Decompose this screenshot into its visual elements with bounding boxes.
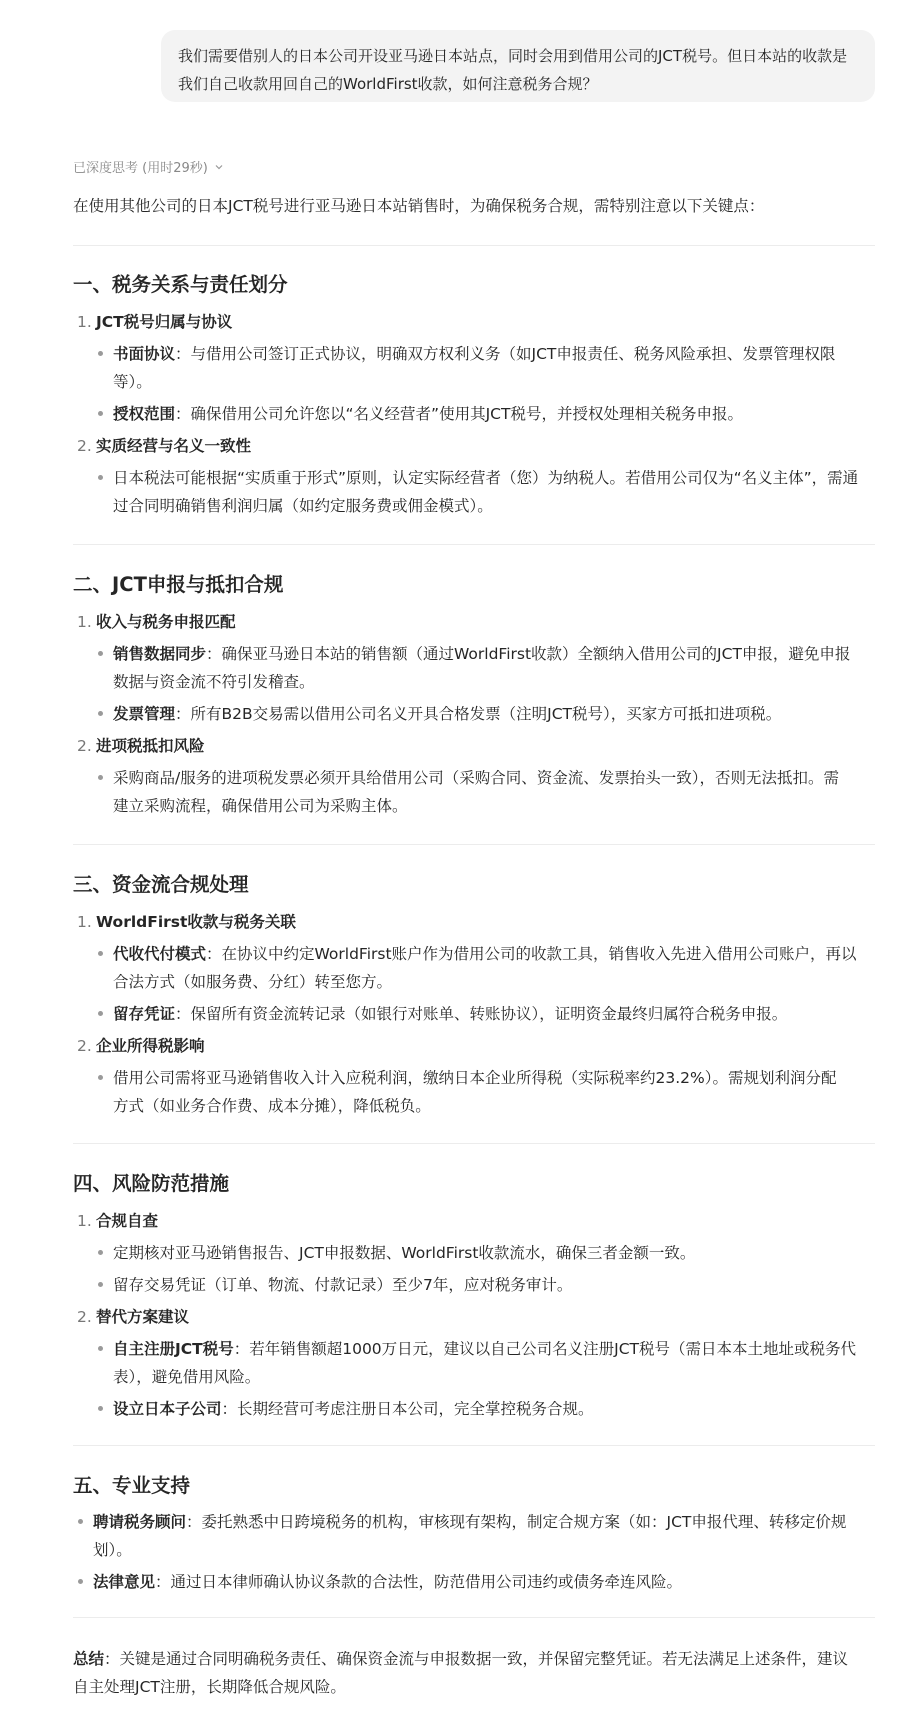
bullet-item: 日本税法可能根据“实质重于形式”原则，认定实际经营者（您）为纳税人。若借用公司仅为“名义主体”，需通 过合同明确销售利润归属（如约定服务费或佣金模式）。 xyxy=(113,464,883,520)
divider xyxy=(73,544,875,545)
divider xyxy=(73,1143,875,1144)
answer-intro: 在使用其他公司的日本JCT税号进行亚马逊日本站销售时，为确保税务合规，需特别注意以下关键点： xyxy=(73,197,765,215)
section-heading: 二、JCT申报与抵扣合规 xyxy=(73,573,284,596)
divider xyxy=(73,1617,875,1618)
numbered-item: 2. 实质经营与名义一致性 xyxy=(77,437,252,455)
section-heading: 一、税务关系与责任划分 xyxy=(73,273,288,296)
section-heading: 三、资金流合规处理 xyxy=(73,873,249,896)
user-message-bubble xyxy=(161,30,875,102)
numbered-item: 1. WorldFirst收款与税务关联 xyxy=(77,913,296,931)
bullet-item: 代收代付模式：在协议中约定WorldFirst账户作为借用公司的收款工具，销售收入先进入借用公司账户，再以 合法方式（如服务费、分红）转至您方。 xyxy=(113,940,883,996)
bullet-item: 销售数据同步：确保亚马逊日本站的销售额（通过WorldFirst收款）全额纳入借用公司的JCT申报，避免申报 数据与资金流不符引发稽查。 xyxy=(113,640,883,696)
numbered-item: 2. 进项税抵扣风险 xyxy=(77,737,205,755)
section-heading: 五、专业支持 xyxy=(73,1474,191,1497)
thinking-label: 已深度思考 (用时29秒) xyxy=(73,161,208,176)
numbered-item: 1. JCT税号归属与协议 xyxy=(77,313,233,331)
chevron-down-icon xyxy=(214,162,224,172)
numbered-item: 1. 合规自查 xyxy=(77,1212,159,1230)
bullet-item: 授权范围：确保借用公司允许您以“名义经营者”使用其JCT税号，并授权处理相关税务申报。 xyxy=(113,400,873,428)
bullet-item: 设立日本子公司：长期经营可考虑注册日本公司，完全掌控税务合规。 xyxy=(113,1395,873,1423)
bullet-item: 借用公司需将亚马逊销售收入计入应税利润，缴纳日本企业所得税（实际税率约23.2%）。需规划利润分配 方式（如业务合作费、成本分摊），降低税负。 xyxy=(113,1064,883,1120)
user-message-text: 我们需要借别人的日本公司开设亚马逊日本站点，同时会用到借用公司的JCT税号。但日本站的收款是我们自己收款用回自己的WorldFirst收款，如何注意税务合规？ xyxy=(178,47,848,93)
bullet-item: 采购商品/服务的进项税发票必须开具给借用公司（采购合同、资金流、发票抬头一致），否则无法抵扣。需 建立采购流程，确保借用公司为采购主体。 xyxy=(113,764,883,820)
bullet-item: 自主注册JCT税号：若年销售额超1000万日元，建议以自己公司名义注册JCT税号（需日本本土地址或税务代 表），避免借用风险。 xyxy=(113,1335,883,1391)
divider xyxy=(73,844,875,845)
bullet-item: 留存凭证：保留所有资金流转记录（如银行对账单、转账协议），证明资金最终归属符合税务申报。 xyxy=(113,1000,873,1028)
divider xyxy=(73,245,875,246)
bullet-item: 法律意见：通过日本律师确认协议条款的合法性，防范借用公司违约或债务牵连风险。 xyxy=(93,1568,873,1596)
bullet-item: 发票管理：所有B2B交易需以借用公司名义开具合格发票（注明JCT税号），买家方可抵扣进项税。 xyxy=(113,700,873,728)
numbered-item: 2. 替代方案建议 xyxy=(77,1308,190,1326)
bullet-item: 聘请税务顾问：委托熟悉中日跨境税务的机构，审核现有架构，制定合规方案（如：JCT申报代理、转移定价规 划）。 xyxy=(93,1508,883,1564)
numbered-item: 2. 企业所得税影响 xyxy=(77,1037,205,1055)
numbered-item: 1. 收入与税务申报匹配 xyxy=(77,613,236,631)
bullet-item: 定期核对亚马逊销售报告、JCT申报数据、WorldFirst收款流水，确保三者金额一致。 xyxy=(113,1239,873,1267)
bullet-item: 书面协议：与借用公司签订正式协议，明确双方权利义务（如JCT申报责任、税务风险承担、发票管理权限 等）。 xyxy=(113,340,873,396)
bullet-item: 留存交易凭证（订单、物流、付款记录）至少7年，应对税务审计。 xyxy=(113,1271,873,1299)
thinking-toggle[interactable] xyxy=(73,157,224,176)
divider xyxy=(73,1445,875,1446)
summary-paragraph: 总结：关键是通过合同明确税务责任、确保资金流与申报数据一致，并保留完整凭证。若无法满足上述条件，建议 自主处理JCT注册，长期降低合规风险。 xyxy=(73,1650,849,1696)
section-heading: 四、风险防范措施 xyxy=(73,1172,230,1195)
